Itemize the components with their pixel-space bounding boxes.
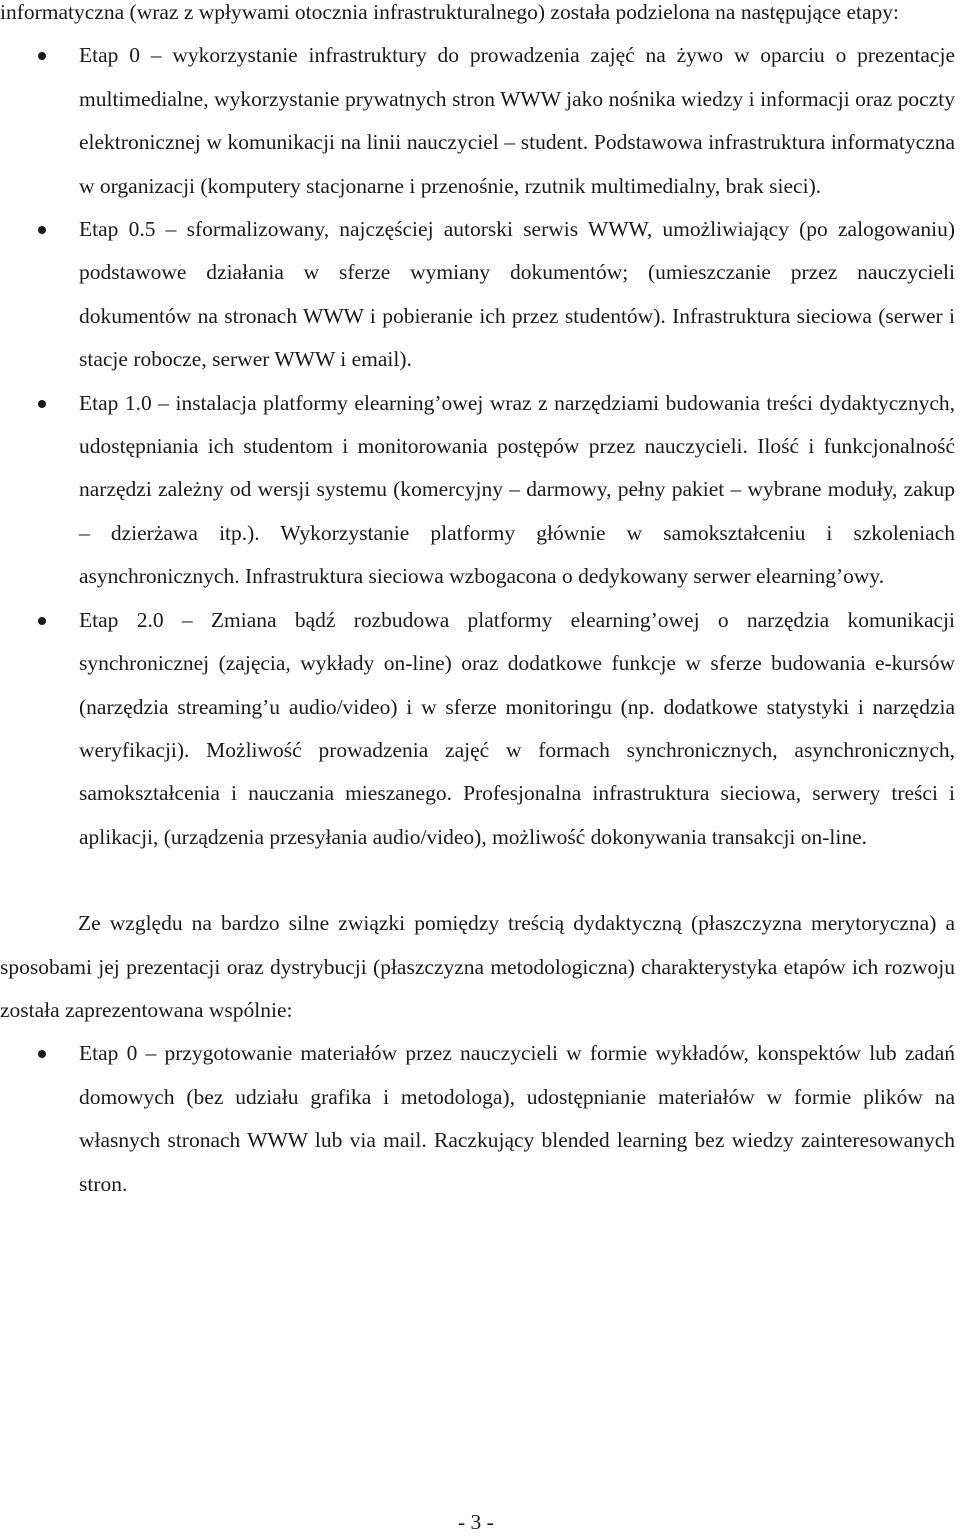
list-item-text: Etap 0.5 – sformalizowany, najczęściej autorski serwis WWW, umożliwiający (po zalogowaniu) podstawowe działania w sferze wymiany dokumentów; (umieszczanie przez nauczycieli dokumentów na stronach WWW i pobieranie ich przez studentów). Infrastruktura sieciowa (serwer i stacje robocze, serwer WWW i email). — [79, 217, 955, 372]
bullet-icon — [38, 400, 46, 408]
bullet-icon — [38, 1050, 46, 1058]
bullet-icon — [38, 617, 46, 625]
list-item — [0, 1032, 955, 1206]
intro-paragraph: informatyczna (wraz z wpływami otocznia infrastrukturalnego) została podzielona na następujące etapy: — [0, 0, 900, 24]
list-item — [0, 382, 955, 599]
list-item-text: Etap 0 – wykorzystanie infrastruktury do prowadzenia zajęć na żywo w oparciu o prezentacje multimedialne, wykorzystanie prywatnych stron WWW jako nośnika wiedzy i informacji oraz poczty elektronicznej w komunikacji na linii nauczyciel – student. Podstawowa infrastruktura informatyczna w organizacji (komputery stacjonarne i przenośnie, rzutnik multimedialny, brak sieci). — [79, 43, 955, 198]
stages-list — [0, 34, 955, 859]
list-item — [0, 208, 955, 382]
bullet-icon — [38, 226, 46, 234]
bullet-icon — [38, 52, 46, 60]
paragraph-spacer — [0, 859, 955, 902]
body-paragraph: Ze względu na bardzo silne związki pomiędzy treścią dydaktyczną (płaszczyzna merytoryczna) a sposobami jej prezentacji oraz dystrybucji (płaszczyzna metodologiczna) charakterystyka etapów ich rozwoju została zaprezentowana wspólnie: — [0, 911, 955, 1022]
stages-list-2 — [0, 1032, 955, 1206]
list-item — [0, 34, 955, 208]
page-number: - 3 - — [458, 1510, 494, 1534]
list-item-text: Etap 1.0 – instalacja platformy elearning’owej wraz z narzędziami budowania treści dydaktycznych, udostępniania ich studentom i monitorowania postępów przez nauczycieli. Ilość i funkcjonalność narzędzi zależny od wersji systemu (komercyjny – darmowy, pełny pakiet – wybrane moduły, zakup – dzierżawa itp.). Wykorzystanie platformy głównie w samokształceniu i szkoleniach asynchronicznych. Infrastruktura sieciowa wzbogacona o dedykowany serwer elearning’owy. — [79, 390, 955, 589]
list-item — [0, 599, 955, 859]
list-item-text: Etap 2.0 – Zmiana bądź rozbudowa platformy elearning’owej o narzędzia komunikacji synchronicznej (zajęcia, wykłady on-line) oraz dodatkowe funkcje w sferze budowania e-kursów (narzędzia streaming’u audio/video) i w sferze monitoringu (np. dodatkowe statystyki i narzędzia weryfikacji). Możliwość prowadzenia zajęć w formach synchronicznych, asynchronicznych, samokształcenia i nauczania mieszanego. Profesjonalna infrastruktura sieciowa, serwery treści i aplikacji, (urządzenia przesyłania audio/video), możliwość dokonywania transakcji on-line. — [79, 607, 955, 849]
list-item-text: Etap 0 – przygotowanie materiałów przez nauczycieli w formie wykładów, konspektów lub zadań domowych (bez udziału grafika i metodologa), udostępnianie materiałów w formie plików na własnych stronach WWW lub via mail. Raczkujący blended learning bez wiedzy zainteresowanych stron. — [79, 1041, 955, 1196]
